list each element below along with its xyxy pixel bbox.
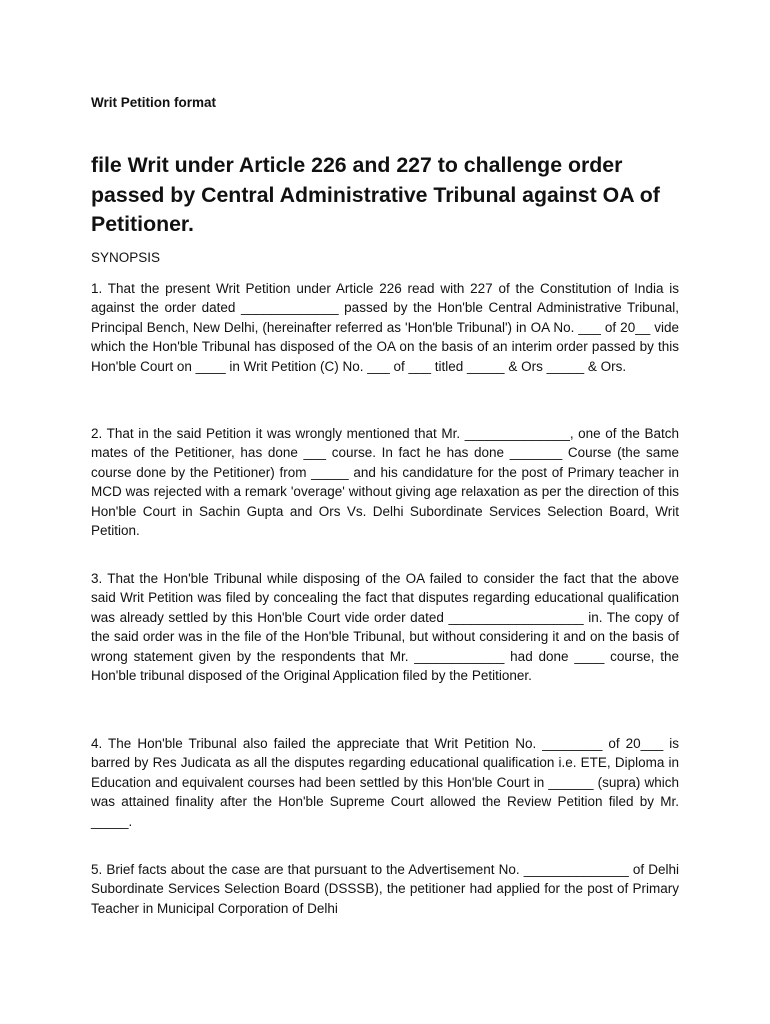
synopsis-paragraph-5: 5. Brief facts about the case are that pursuant to the Advertisement No. ______________ of Delhi Subordinate Services Selection Board (DSSSB), the petitioner had applied for the post of Primary Teacher in Municipal Corporation of Delhi bbox=[91, 862, 679, 916]
synopsis-heading: SYNOPSIS bbox=[91, 250, 161, 265]
synopsis-paragraph-1: 1. That the present Writ Petition under Article 226 read with 227 of the Constitution of India is against the order dated _____________ passed by the Hon'ble Central Administrative Tribunal, Principal Bench, New Delhi, (hereinafter referred as 'Hon'ble Tribunal') in OA No. ___ of 20__ vide which the Hon'ble Tribunal has disposed of the OA on the basis of an interim order passed by this Hon'ble Court on ____ in Writ Petition (C) No. ___ of ___ titled _____ & Ors _____ & Ors. bbox=[91, 281, 679, 374]
document-label: Writ Petition format bbox=[91, 95, 217, 110]
synopsis-paragraph-2: 2. That in the said Petition it was wrongly mentioned that Mr. ______________, one of the Batch mates of the Petitioner, has done ___ course. In fact he has done _______ Course (the same course done by the Petitioner) from _____ and his candidature for the post of Primary teacher in MCD was rejected with a remark 'overage' without giving age relaxation as per the direction of this Hon'ble Court in Sachin Gupta and Ors Vs. Delhi Subordinate Services Selection Board, Writ Petition. bbox=[91, 426, 679, 539]
synopsis-paragraph-3: 3. That the Hon'ble Tribunal while disposing of the OA failed to consider the fact that the above said Writ Petition was filed by concealing the fact that disputes regarding educational qualification was already settled by this Hon'ble Court vide order dated __________________ in. The copy of the said order was in the file of the Hon'ble Tribunal, but without considering it and on the basis of wrong statement given by the respondents that Mr. ____________ had done ____ course, the Hon'ble tribunal disposed of the Original Application filed by the Petitioner. bbox=[91, 571, 679, 684]
document-title: file Writ under Article 226 and 227 to challenge order passed by Central Administrative Tribunal against OA of Petitioner. bbox=[91, 153, 660, 236]
synopsis-paragraph-4: 4. The Hon'ble Tribunal also failed the appreciate that Writ Petition No. ________ of 20___ is barred by Res Judicata as all the disputes regarding educational qualification i.e. ETE, Diploma in Education and equivalent courses had been settled by this Hon'ble Court in ______ (supra) which was attained finality after the Hon'ble Supreme Court allowed the Review Petition filed by Mr. _____. bbox=[91, 736, 679, 829]
